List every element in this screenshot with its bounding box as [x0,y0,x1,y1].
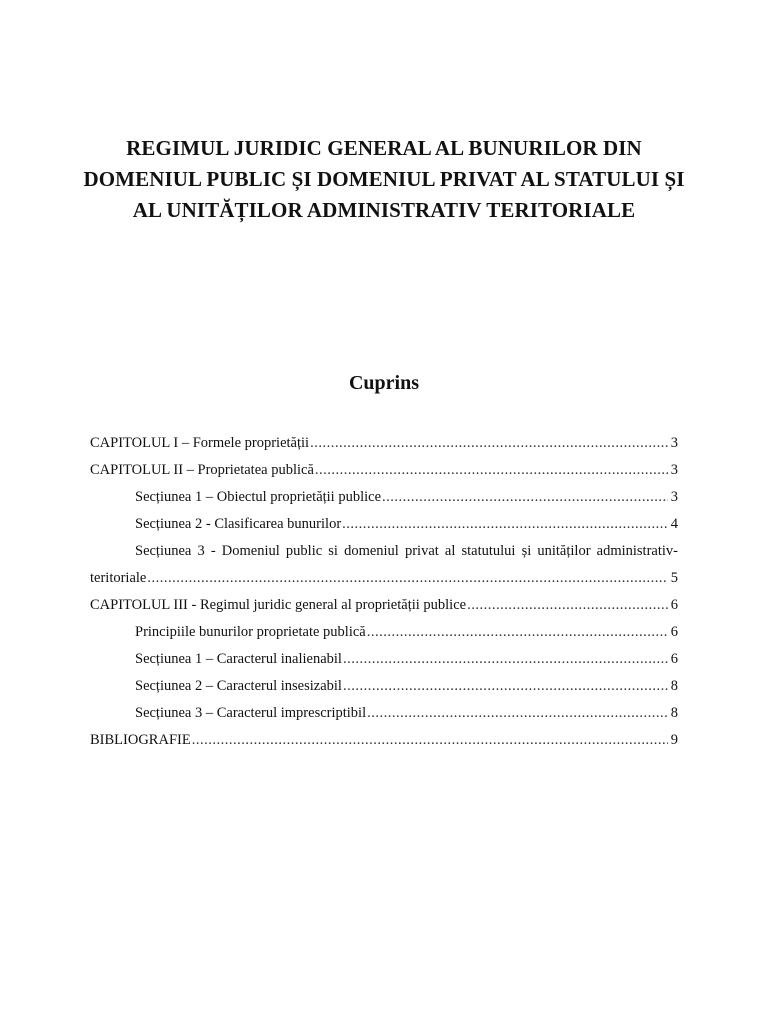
toc-entry-capitolul-2[interactable] [90,457,678,484]
toc-dot-leader [343,646,668,673]
toc-entry-label-line-1: Secțiunea 3 - Domeniul public si domeniul privat al statutului și unităților administrativ- [135,543,678,559]
toc-entry-label: BIBLIOGRAFIE [90,732,191,748]
toc-entry-capitolul-1[interactable] [90,430,678,457]
toc-entry-label: CAPITOLUL I – Formele proprietății [90,435,310,451]
toc-entry-page: 6 [670,597,678,613]
toc-entry-capitolul-3[interactable] [90,592,678,619]
toc-entry-page: 5 [670,570,678,586]
toc-entry-label: Secțiunea 2 – Caracterul insesizabil [135,678,342,694]
toc-dot-leader [382,484,668,511]
toc-entry-caracter-inalienabil[interactable] [90,646,678,673]
toc-entry-label: Secțiunea 2 - Clasificarea bunurilor [135,516,342,532]
toc-entry-principii[interactable] [90,619,678,646]
toc-entry-caracter-insesizabil[interactable] [90,673,678,700]
title-line-3: AL UNITĂȚILOR ADMINISTRATIV TERITORIALE [132,198,636,222]
toc-entry-page: 8 [670,705,678,721]
toc-entry-label: Secțiunea 3 – Caracterul imprescriptibil [135,705,367,721]
title-line-1: REGIMUL JURIDIC GENERAL AL BUNURILOR DIN [126,136,642,160]
toc-entry-page: 3 [670,462,678,478]
toc-heading: Cuprins [348,372,420,394]
toc-dot-leader [467,592,668,619]
toc-entry-label: CAPITOLUL III - Regimul juridic general al proprietății publice [90,597,467,613]
toc-entry-label: Principiile bunurilor proprietate publică [135,624,366,640]
toc-entry-page: 3 [670,435,678,451]
toc-dot-leader [147,565,668,592]
toc-entry-bibliografie[interactable] [90,727,678,754]
toc-dot-leader [310,430,668,457]
toc-entry-continuation [90,565,678,592]
toc-entry-sectiunea-3[interactable] [90,538,678,592]
toc-entry-caracter-imprescriptibil[interactable] [90,700,678,727]
document-title [60,133,708,226]
toc-dot-leader [342,511,668,538]
toc-entry-sectiunea-1[interactable] [90,484,678,511]
table-of-contents [90,430,678,754]
toc-entry-page: 6 [670,651,678,667]
toc-entry-page: 6 [670,624,678,640]
toc-entry-sectiunea-2[interactable] [90,511,678,538]
toc-dot-leader [367,619,668,646]
toc-dot-leader [367,700,668,727]
toc-entry-label: CAPITOLUL II – Proprietatea publică [90,462,314,478]
toc-entry-page: 8 [670,678,678,694]
toc-entry-page: 9 [670,732,678,748]
toc-dot-leader [192,727,668,754]
toc-entry-label: Secțiunea 1 – Caracterul inalienabil [135,651,342,667]
title-line-2: DOMENIUL PUBLIC ȘI DOMENIUL PRIVAT AL STATULUI ȘI [83,167,685,191]
toc-entry-label-line-2: teritoriale [90,570,147,586]
toc-dot-leader [343,673,668,700]
toc-entry-page: 4 [670,516,678,532]
toc-entry-page: 3 [670,489,678,505]
toc-dot-leader [315,457,668,484]
toc-entry-label: Secțiunea 1 – Obiectul proprietății publice [135,489,382,505]
